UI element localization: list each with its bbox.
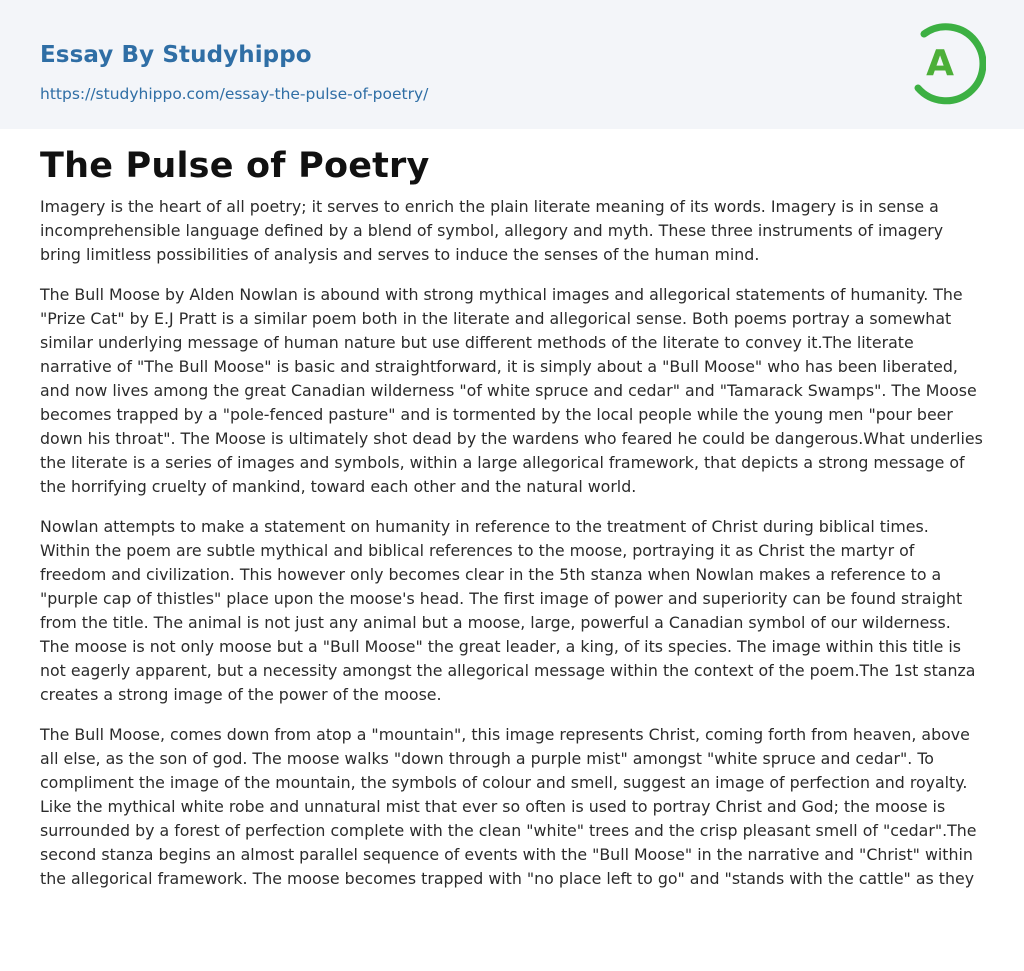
essay-body: [40, 195, 984, 907]
paragraph: Imagery is the heart of all poetry; it serves to enrich the plain literate meaning of its words. Imagery is in sense a incomprehensible language defined by a blend of symbol, allegory and myth. These three instruments of imagery bring limitless possibilities of analysis and serves to induce the senses of the human mind.: [40, 197, 944, 264]
site-header: [0, 0, 1024, 129]
brand-title: Essay By Studyhippo: [40, 42, 312, 68]
logo-letter: A: [926, 43, 954, 84]
page-title: The Pulse of Poetry: [40, 146, 430, 186]
source-url-link[interactable]: https://studyhippo.com/essay-the-pulse-of-poetry/: [40, 85, 429, 103]
studyhippo-logo-icon[interactable]: [914, 20, 986, 106]
paragraph: The Bull Moose by Alden Nowlan is abound with strong mythical images and allegorical statements of humanity. The "Prize Cat" by E.J Pratt is a similar poem both in the literate and allegorical sense. Both poems portray a somewhat similar underlying message of human nature but use different methods of the literate to convey it.The literate narrative of "The Bull Moose" is basic and straightforward, it is simply about a "Bull Moose" who has been liberated, and now lives among the great Canadian wilderness "of white spruce and cedar" and "Tamarack Swamps". The Moose becomes trapped by a "pole-fenced pasture" and is tormented by the local people while the young men "pour beer down his throat". The Moose is ultimately shot dead by the wardens who feared he could be dangerous.What underlies the literate is a series of images and symbols, within a large allegorical framework, that depicts a strong message of the horrifying cruelty of mankind, toward each other and the natural world.: [40, 285, 983, 496]
paragraph: Nowlan attempts to make a statement on humanity in reference to the treatment of Christ during biblical times. Within the poem are subtle mythical and biblical references to the moose, portraying it as Christ the martyr of freedom and civilization. This however only becomes clear in the 5th stanza when Nowlan makes a reference to a "purple cap of thistles" place upon the moose's head. The first image of power and superiority can be found straight from the title. The animal is not just any animal but a moose, large, powerful a Canadian symbol of our wilderness. The moose is not only moose but a "Bull Moose" the great leader, a king, of its species. The image within this title is not eagerly apparent, but a necessity amongst the allegorical message within the context of the poem.The 1st stanza creates a strong image of the power of the moose.: [40, 517, 976, 704]
paragraph: The Bull Moose, comes down from atop a "mountain", this image represents Christ, coming forth from heaven, above all else, as the son of god. The moose walks "down through a purple mist" amongst "white spruce and cedar". To compliment the image of the mountain, the symbols of colour and smell, suggest an image of perfection and royalty. Like the mythical white robe and unnatural mist that ever so often is used to portray Christ and God; the moose is surrounded by a forest of perfection complete with the clean "white" trees and the crisp pleasant smell of "cedar".The second stanza begins an almost parallel sequence of events with the "Bull Moose" in the narrative and "Christ" within the allegorical framework. The moose becomes trapped with "no place left to go" and "stands with the cattle" as they: [40, 725, 977, 888]
